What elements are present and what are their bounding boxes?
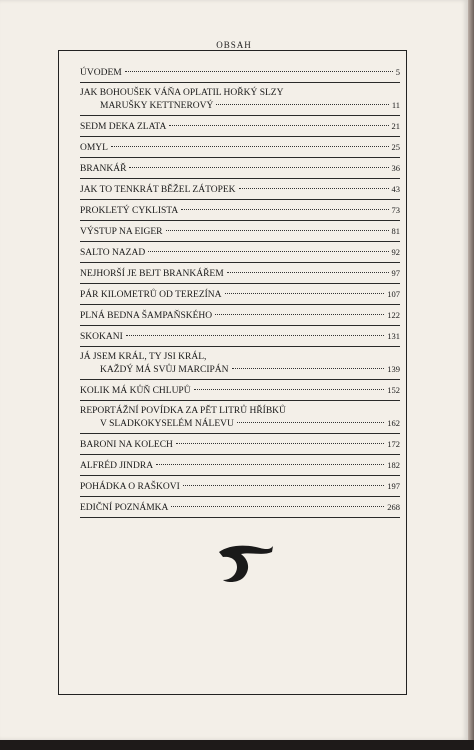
toc-entry [80, 455, 400, 476]
toc-entry [80, 116, 400, 137]
toc-entry [80, 284, 400, 305]
toc-page-number: 268 [387, 502, 400, 512]
dot-leader [183, 485, 384, 486]
toc-page-number: 139 [387, 364, 400, 374]
dot-leader [227, 272, 389, 273]
toc-entry [80, 326, 400, 347]
toc-page-number: 21 [391, 121, 400, 131]
dot-leader [111, 146, 389, 147]
toc-page-number: 97 [391, 268, 400, 278]
dot-leader [215, 314, 384, 315]
toc-entry [80, 242, 400, 263]
toc-page-number: 122 [387, 310, 400, 320]
dot-leader [171, 506, 384, 507]
toc-entry-title: PÁR KILOMETRŮ OD TEREZÍNA [80, 290, 222, 300]
toc-page-number: 162 [387, 418, 400, 428]
toc-page-number: 172 [387, 439, 400, 449]
toc-entry-title: PLNÁ BEDNA ŠAMPAŇSKÉHO [80, 311, 213, 321]
dot-leader [216, 104, 388, 105]
toc-entry-title: PROKLETÝ CYKLISTA [80, 206, 179, 216]
toc-page-number: 36 [391, 163, 400, 173]
toc-entry [80, 401, 400, 434]
page-edge-right [468, 0, 474, 750]
toc-entry-title: JAK TO TENKRÁT BĚŽEL ZÁTOPEK [80, 185, 236, 195]
toc-entry [80, 221, 400, 242]
toc-page-number: 197 [387, 481, 400, 491]
toc-page-number: 107 [387, 289, 400, 299]
toc-entry-title: BARONI NA KOLECH [80, 440, 173, 450]
dot-leader [166, 230, 389, 231]
dot-leader [125, 71, 393, 72]
toc-entry [80, 263, 400, 284]
publisher-logo-icon [215, 540, 275, 585]
table-of-contents [80, 62, 400, 518]
toc-entry [80, 200, 400, 221]
dot-leader [126, 335, 385, 336]
page-edge-bottom [0, 740, 474, 750]
toc-entry [80, 476, 400, 497]
toc-page-number: 73 [391, 205, 400, 215]
toc-entry-title: SEDM DEKA ZLATA [80, 122, 167, 132]
toc-entry-title: OMYL [80, 143, 108, 153]
toc-entry [80, 83, 400, 116]
toc-entry-title: VÝSTUP NA EIGER [80, 227, 163, 237]
toc-entry-title: EDIČNÍ POZNÁMKA [80, 503, 169, 513]
toc-entry-title-continued: V SLADKOKYSELÉM NÁLEVU [100, 419, 234, 429]
toc-page-number: 81 [391, 226, 400, 236]
toc-page-number: 43 [391, 184, 400, 194]
toc-entry-title: SKOKANI [80, 332, 123, 342]
toc-entry [80, 137, 400, 158]
toc-entry [80, 305, 400, 326]
page-header: OBSAH [216, 40, 252, 50]
toc-entry-title: POHÁDKA O RAŠKOVI [80, 482, 180, 492]
toc-page-number: 25 [391, 142, 400, 152]
dot-leader [156, 464, 384, 465]
toc-entry [80, 434, 400, 455]
toc-entry [80, 179, 400, 200]
dot-leader [237, 422, 384, 423]
toc-page-number: 11 [391, 100, 400, 110]
toc-entry-title: JÁ JSEM KRÁL, TY JSI KRÁL, [80, 352, 207, 362]
toc-entry-title: ALFRÉD JINDRA [80, 461, 154, 471]
toc-entry [80, 347, 400, 380]
toc-page-number: 182 [387, 460, 400, 470]
toc-entry [80, 380, 400, 401]
toc-page-number: 5 [395, 67, 400, 77]
dot-leader [194, 389, 385, 390]
toc-entry [80, 158, 400, 179]
dot-leader [176, 443, 384, 444]
toc-page-number: 92 [391, 247, 400, 257]
toc-entry-title: BRANKÁŘ [80, 164, 127, 174]
toc-entry-title-continued: MARUŠKY KETTNEROVÝ [100, 101, 214, 111]
dot-leader [181, 209, 388, 210]
dot-leader [232, 368, 385, 369]
dot-leader [129, 167, 388, 168]
dot-leader [239, 188, 389, 189]
toc-page-number: 131 [387, 331, 400, 341]
toc-entry [80, 62, 400, 83]
toc-entry-title: SALTO NAZAD [80, 248, 146, 258]
toc-entry-title-continued: KAŽDÝ MÁ SVŮJ MARCIPÁN [100, 365, 229, 375]
toc-entry-title: JAK BOHOUŠEK VÁŇA OPLATIL HOŘKÝ SLZY [80, 88, 284, 98]
toc-entry-title: KOLIK MÁ KŮŇ CHLUPŮ [80, 386, 191, 396]
toc-entry-title: REPORTÁŽNÍ POVÍDKA ZA PĚT LITRŮ HŘÍBKŮ [80, 406, 286, 416]
dot-leader [169, 125, 388, 126]
dot-leader [225, 293, 385, 294]
dot-leader [148, 251, 388, 252]
toc-entry-title: ÚVODEM [80, 68, 122, 78]
toc-entry [80, 497, 400, 518]
toc-page-number: 152 [387, 385, 400, 395]
toc-entry-title: NEJHORŠÍ JE BEJT BRANKÁŘEM [80, 269, 224, 279]
